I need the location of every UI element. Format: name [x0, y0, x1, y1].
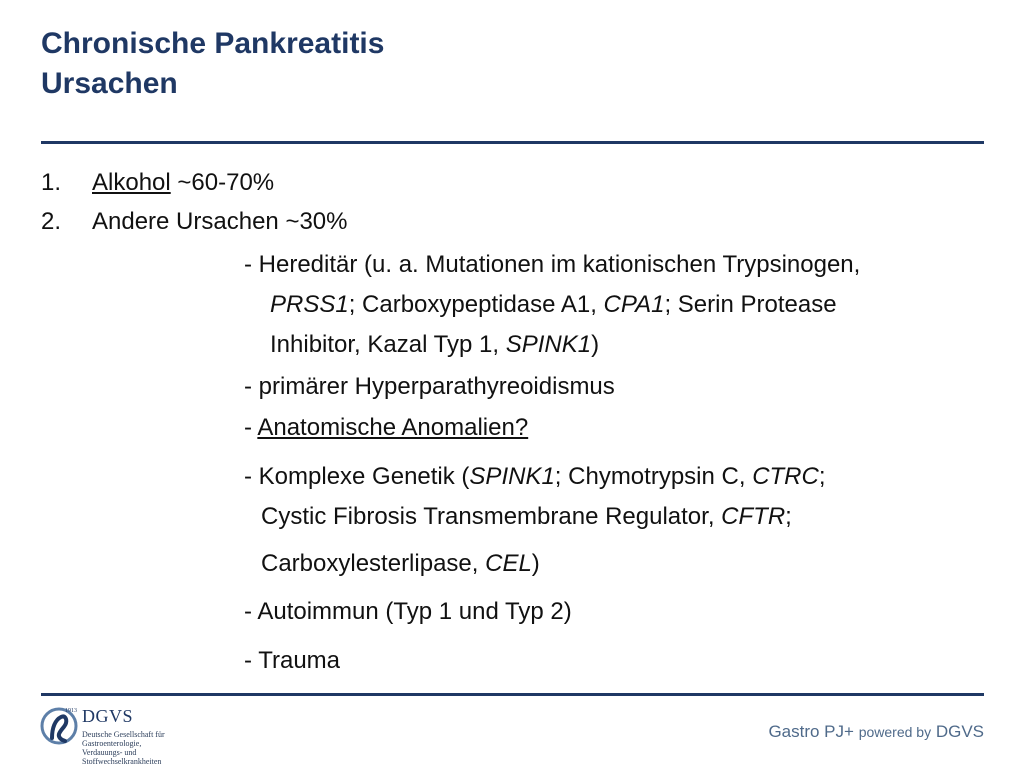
genetik-line-1: - Komplexe Genetik (SPINK1; Chymotrypsin C, CTRC; [244, 463, 826, 490]
alkohol-link[interactable]: Alkohol [92, 169, 171, 196]
hereditaer-line-2: PRSS1; Carboxypeptidase A1, CPA1; Serin Protease [270, 291, 837, 318]
trauma-item: - Trauma [244, 647, 341, 674]
title-line-1: Chronische Pankreatitis [41, 27, 385, 60]
list-number: 1. [41, 169, 62, 196]
footer-credit [768, 722, 984, 742]
bottom-divider [41, 693, 984, 696]
list-item-label: Andere Ursachen ~30% [92, 208, 348, 235]
alkohol-value: ~60-70% [177, 169, 275, 196]
autoimmun-item: - Autoimmun (Typ 1 und Typ 2) [244, 598, 572, 625]
anatomie-item: - Anatomische Anomalien? [244, 414, 529, 441]
footer-powered: powered by [858, 724, 932, 740]
genetik-line-3: Carboxylesterlipase, CEL) [261, 550, 540, 577]
slide-title [41, 24, 384, 104]
svg-text:1913: 1913 [65, 708, 77, 714]
anatomie-link[interactable]: Anatomische Anomalien? [257, 414, 529, 441]
hereditaer-line-1: - Hereditär (u. a. Mutationen im kationischen Trypsinogen, [244, 251, 861, 278]
hereditaer-line-3: Inhibitor, Kazal Typ 1, SPINK1) [270, 331, 600, 358]
list-number: 2. [41, 208, 62, 235]
genetik-line-2: Cystic Fibrosis Transmembrane Regulator, CFTR; [261, 503, 792, 530]
hyperparathyreoidismus-item: - primärer Hyperparathyreoidismus [244, 373, 615, 400]
footer-brand: Gastro PJ+ [768, 722, 854, 741]
top-divider [41, 141, 984, 144]
logo-name: DGVS [82, 706, 134, 726]
title-line-2: Ursachen [41, 67, 178, 100]
footer-org: DGVS [935, 722, 984, 741]
logo-subtitle: Deutsche Gesellschaft für Gastroenterologie, Verdauungs- und Stoffwechselkrankheiten [82, 730, 165, 766]
